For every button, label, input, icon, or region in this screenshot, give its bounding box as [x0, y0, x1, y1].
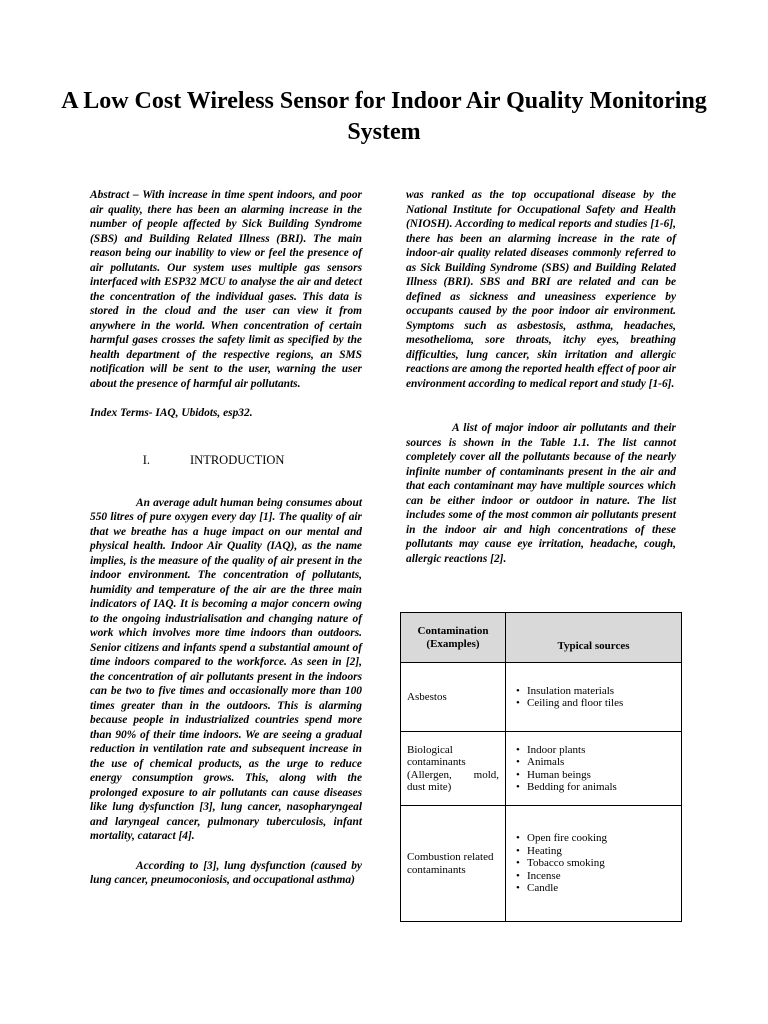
section-heading: [90, 453, 362, 468]
table-row: [401, 732, 682, 806]
table-header-row: [401, 613, 682, 663]
left-column: [90, 188, 362, 888]
table-row: [401, 663, 682, 732]
table-cell-sources: [506, 732, 682, 806]
list-item: • Animals: [527, 756, 675, 769]
section-title: INTRODUCTION: [190, 452, 285, 467]
source-list: [512, 744, 675, 794]
source-list: [512, 832, 675, 895]
list-item: • Bedding for animals: [527, 781, 675, 794]
pollutant-table: [400, 612, 682, 922]
body-paragraph-continued: was ranked as the top occupational disease by the National Institute for Occupational Safety and Health (NIOSH). According to medical reports and studies [1-6], there has been an alarming increase in the rate of indoor-air quality related diseases commonly referred to as Sick Building Syndrome (SBS) and Building Related Illness (BRI). SBS and BRI are related and can be defined as sickness and uneasiness experience by occupants caused by the poor indoor air environment. Symptoms such as asbestosis, asthma, headaches, mesothelioma, sore throats, itchy eyes, breathing difficulties, lung cancer, skin irritation and allergic reactions are among the reported health effect of poor air environment according to medical report and study [1-6].: [406, 189, 676, 390]
list-item: • Open fire cooking: [527, 832, 675, 845]
right-column: [406, 188, 676, 566]
intro-paragraph-1: An average adult human being consumes about 550 litres of pure oxygen every day [1]. The quality of air that we breathe has a huge impact on our mental and physical health. Indoor Air Quality (IAQ), as the name implies, is the measure of the quality of air present in the indoor environment. The concentration of pollutants, humidity and temperature of the air are the three main indicators of IAQ. It is becoming a major concern owing to the ongoing industrialisation and changing nature of work which involves more time indoors than outdoors. Senior citizens and infants spend a substantial amount of time indoors compared to the workforce. As seen in [2], the concentration of air pollutants present in the indoors can be two to five times and occasionally more than 100 times greater than in the outdoors. This is alarming because people in industrialized countries spend more than 90% of their time indoors. We are seeing a gradual reduction in ventilation rate and subsequent increase in the use of chemical products, as the urge to reduce energy consumption grows. This, along with the prolonged exposure to air pollutants can cause diseases like lung dysfunction [3], lung cancer, nasopharyngeal and laryngeal cancer, pulmonary tuberculosis, infant mortality, cataract [4].: [90, 496, 362, 842]
table-cell-contaminant: Combustion related contaminants: [401, 806, 506, 922]
list-item: • Indoor plants: [527, 744, 675, 757]
list-item: • Insulation materials: [527, 685, 675, 698]
table-header-sources: Typical sources: [506, 613, 682, 663]
index-terms: Index Terms- IAQ, Ubidots, esp32.: [90, 407, 253, 419]
list-item: • Heating: [527, 845, 675, 858]
source-list: [512, 685, 675, 710]
body-paragraph-table-intro: A list of major indoor air pollutants and their sources is shown in the Table 1.1. The list cannot completely cover all the pollutants because of the nearly infinite number of contaminants present in the air and that each contaminant may have multiple sources which can be either indoor or outdoor in nature. The list includes some of the most common air pollutants present in the indoor air and high concentrations of these pollutants may cause eye irritation, headache, cough, allergic reactions [2].: [406, 422, 676, 565]
list-item: • Incense: [527, 870, 675, 883]
section-number: I.: [142, 452, 150, 467]
table-header-contamination: Contamination (Examples): [401, 613, 506, 663]
intro-paragraph-2: According to [3], lung dysfunction (caused by lung cancer, pneumoconiosis, and occupational asthma): [90, 859, 362, 886]
list-item: • Candle: [527, 882, 675, 895]
list-item: • Ceiling and floor tiles: [527, 697, 675, 710]
table-cell-contaminant: Asbestos: [401, 663, 506, 732]
table-row: [401, 806, 682, 922]
paper-title: A Low Cost Wireless Sensor for Indoor Air Quality Monitoring System: [61, 88, 707, 145]
list-item: • Human beings: [527, 769, 675, 782]
table-cell-contaminant: Biological contaminants (Allergen, mold, dust mite): [401, 732, 506, 806]
abstract: Abstract – With increase in time spent indoors, and poor air quality, there has been an alarming increase in the number of people affected by Sick Building Syndrome (SBS) and Building Related Illness (BRI). The main reason being our inability to view or feel the presence of air pollutants. Our system uses multiple gas sensors interfaced with ESP32 MCU to analyse the air and detect the concentration of the individual gases. This data is stored in the cloud and the user can view it from anywhere in the world. When concentration of certain harmful gases crosses the safety limit as specified by the health department of the respective regions, an SMS notification will be sent to the user, warning the user about the presence of harmful air pollutants.: [90, 189, 362, 390]
list-item: • Tobacco smoking: [527, 857, 675, 870]
table-cell-sources: [506, 663, 682, 732]
table-cell-sources: [506, 806, 682, 922]
